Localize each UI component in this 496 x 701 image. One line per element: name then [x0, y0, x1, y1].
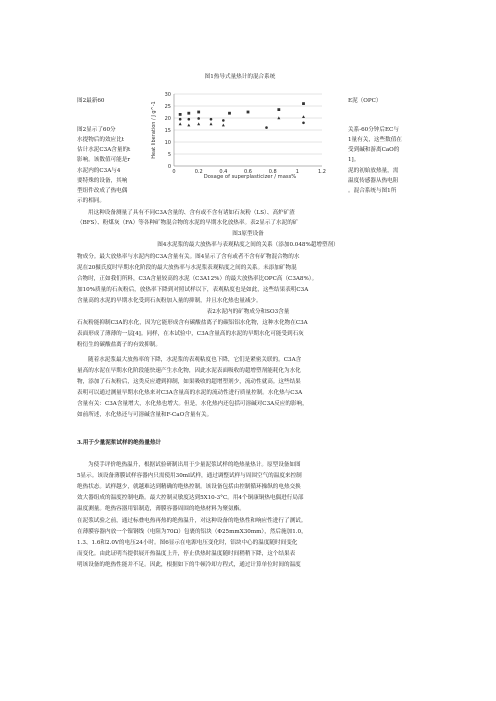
fig4-caption: 图4水泥浆的最大放热率与表观粘度之间的关系（添加0.048%超增塑剂）	[157, 242, 339, 248]
data-point-square	[228, 112, 231, 115]
text-line: 随着水泥浆最大放热率的下降，水泥浆的表观粘度也下降，它们是紧密关联的。C3A含	[88, 357, 302, 363]
fig1-caption: 图1热导式量热计的混合系统	[204, 74, 276, 80]
x-axis-label: Dosage of superplasticizer / mass%	[203, 174, 297, 180]
data-point-square	[197, 111, 200, 114]
y-tick-label: 5	[167, 151, 171, 158]
text-line: 粉衍生的碳酸盐离子的有效抑制。	[77, 342, 161, 348]
text-line: 量高的水泥在早期水化阶段能快速产生水化物，因此水泥表面吸收的超增塑剂能耗化为水化	[77, 368, 301, 374]
text-line: 5显示。该设备薄膜试样容器内只需使用30ml试样，通过调整试样与周围空气的温度来控制	[77, 473, 302, 479]
text-line: 物，添加了石灰粉后，这类反应遭到抑制，如果吸收的超增塑剂少，流动性就高。这些结果	[77, 379, 301, 385]
heat-liberation-chart	[150, 88, 330, 180]
text-line: 图2最新60	[77, 98, 105, 104]
text-line: 温度测量。绝热容器用铝制造，薄膜容器周围的绝热材料为聚氨酯。	[77, 506, 245, 512]
text-line: 要特殊的设备，其响	[77, 178, 128, 184]
text-line: （BFS）、粉煤灰（FA）等各种矿物混合物的水泥的早期水化放热率。表2显示了水泥的矿	[77, 220, 299, 226]
y-tick-label: 15	[164, 127, 171, 134]
text-line: 关系-60分钟后EC与	[348, 127, 399, 133]
data-point-circle	[197, 117, 200, 120]
text-line: 在薄膜容器内放一个镍钢线（电阻为70Ω）包裹的铝块（Φ25mmX30mm），然后施加1.0，	[77, 529, 307, 535]
text-line: 表面形成了薄薄的一层[4]。同样，在本试验中，C3A含量高的水泥的早期水化可能受到石灰	[77, 331, 304, 337]
text-line: 受到碱和游离CaO的	[348, 147, 400, 153]
x-tick-label: 0.8	[268, 169, 277, 175]
text-line: 绝热状态。试样越少，就越难达到精确的绝热控制。该设备包括由控制循环操纵的电热交换	[77, 484, 301, 490]
x-tick-label: 0	[172, 169, 176, 175]
data-point-circle	[222, 119, 225, 122]
text-line: 效大器组成的温度控制电路。最大控制灵敏度达到5X10-3°C。用4个铜康铜热电偶进行局部	[77, 495, 304, 501]
text-line: 为使手评价绝热温升，根据试验研制出用于少量泥浆试样的绝热量热计。原型设备如图	[88, 462, 301, 468]
x-tick-label: 0.6	[244, 169, 252, 175]
data-point-square	[179, 113, 182, 116]
data-point-square	[187, 112, 190, 115]
data-point-circle	[265, 126, 268, 129]
text-line: 石灰粉能抑制C3A的水化，因为它能形成含有碳酸盐离子的碳铝铝水化物，这种水化物在C3A	[77, 320, 308, 326]
text-line: 含量高的水泥的早期水化受到石灰粉加入量的抑制，并且水化热也量减少。	[77, 298, 262, 304]
text-line: 在泥浆试验之前，通过标叠电热再热的绝热温升，对这种设备的绝热性和响应性进行了测试。	[77, 518, 307, 524]
text-line: 型组件改成了热电偶	[77, 188, 128, 194]
y-tick-label: 0	[167, 163, 171, 170]
text-line: 表明可以通过测量早期水化热来对C3A含量高的水泥的流动性进行质量控制。水化热与C3A	[77, 390, 303, 396]
y-axis-label: Heat liberation / J g^-1	[151, 101, 157, 159]
table2-caption: 表2水泥内的矿物成分和SO3含量	[206, 309, 290, 315]
text-line: 如前所述，水化热还与可溶碱含量和F-CaO含量有关。	[77, 412, 213, 418]
text-line: 。混合系统与图1所	[348, 188, 397, 194]
text-line: 水泥内的C3A与4	[77, 168, 121, 174]
data-point-circle	[302, 122, 305, 125]
text-line: 影响。该数值可能是r	[77, 157, 131, 163]
x-tick-label: 0.4	[219, 169, 228, 175]
text-line: 用这种设备测量了具有不同C3A含量的、含有或不含有诸如石灰粉（LS）、高炉矿渣	[88, 210, 295, 216]
text-line: 1]。	[348, 157, 360, 163]
text-line: 1.3、1.6和2.0V的电压24小时。图6显示在电源电压变化时，铝块中心的温度随时间变化	[77, 540, 298, 546]
text-line: 加10%质量的石灰粉后，放热率下降到对照试样以下，表观粘度也是如此，这些结果表明C3A	[77, 287, 309, 293]
y-tick-label: 10	[164, 139, 171, 146]
text-line: 水提物后的效应比t	[77, 137, 124, 143]
text-line: 泥在20摄氏度时早期水化阶段的最大放热率与水泥浆表观粘度之间的关系。未添加矿物混	[77, 265, 297, 271]
x-tick-label: 1.2	[318, 169, 326, 175]
text-line: 含量有关：C3A含量增大，水化热也增大。但是，水化热内还包括可溶碱对C3A反应的影响，	[77, 401, 308, 407]
y-tick-label: 30	[164, 91, 171, 98]
y-tick-label: 20	[164, 115, 171, 122]
data-point-circle	[179, 118, 182, 121]
data-point-square	[302, 102, 305, 105]
text-line: 泥的初始放热量，需	[348, 168, 399, 174]
data-point-square	[247, 111, 250, 114]
data-point-circle	[210, 118, 213, 121]
data-point-circle	[188, 118, 191, 121]
text-line: 估计水泥C3A含量的t	[77, 147, 131, 153]
x-tick-label: 0.2	[194, 169, 203, 175]
text-line: 物成分。最大放热率与水泥内的C3A含量有关。图4显示了含有或者不含有矿物混合物的水	[77, 254, 300, 260]
text-line: 明该设备的绝热性能并不足。因此，根据如下的牛顿冷却方程式，通过计算单位时间的温度	[77, 562, 301, 568]
text-line: 温度传感器从热电阻	[348, 178, 399, 184]
fig3-caption: 图3原型设备	[232, 231, 264, 237]
y-tick-label: 25	[164, 103, 171, 110]
text-line: E泥（OPC）	[348, 98, 382, 104]
text-line: 1量有关，这些数值在	[348, 137, 402, 143]
data-point-square	[277, 108, 280, 111]
text-line: 示的相同。	[77, 198, 105, 204]
text-line: 合物时，正如我们所料，C3A含量较高的水泥（C3A12%）的最大放热率比OPC高（C3A8%）。	[77, 276, 318, 282]
section-heading: 3.用于少量泥浆试样的绝热量热计	[77, 440, 162, 446]
x-tick-label: 1	[295, 169, 299, 175]
text-line: 图2显示了60分	[77, 127, 116, 133]
text-line: 而变化。由此证明当提供展开热温度上升，停止供热时温度随时间稍稍下降，这个结果表	[77, 551, 296, 557]
